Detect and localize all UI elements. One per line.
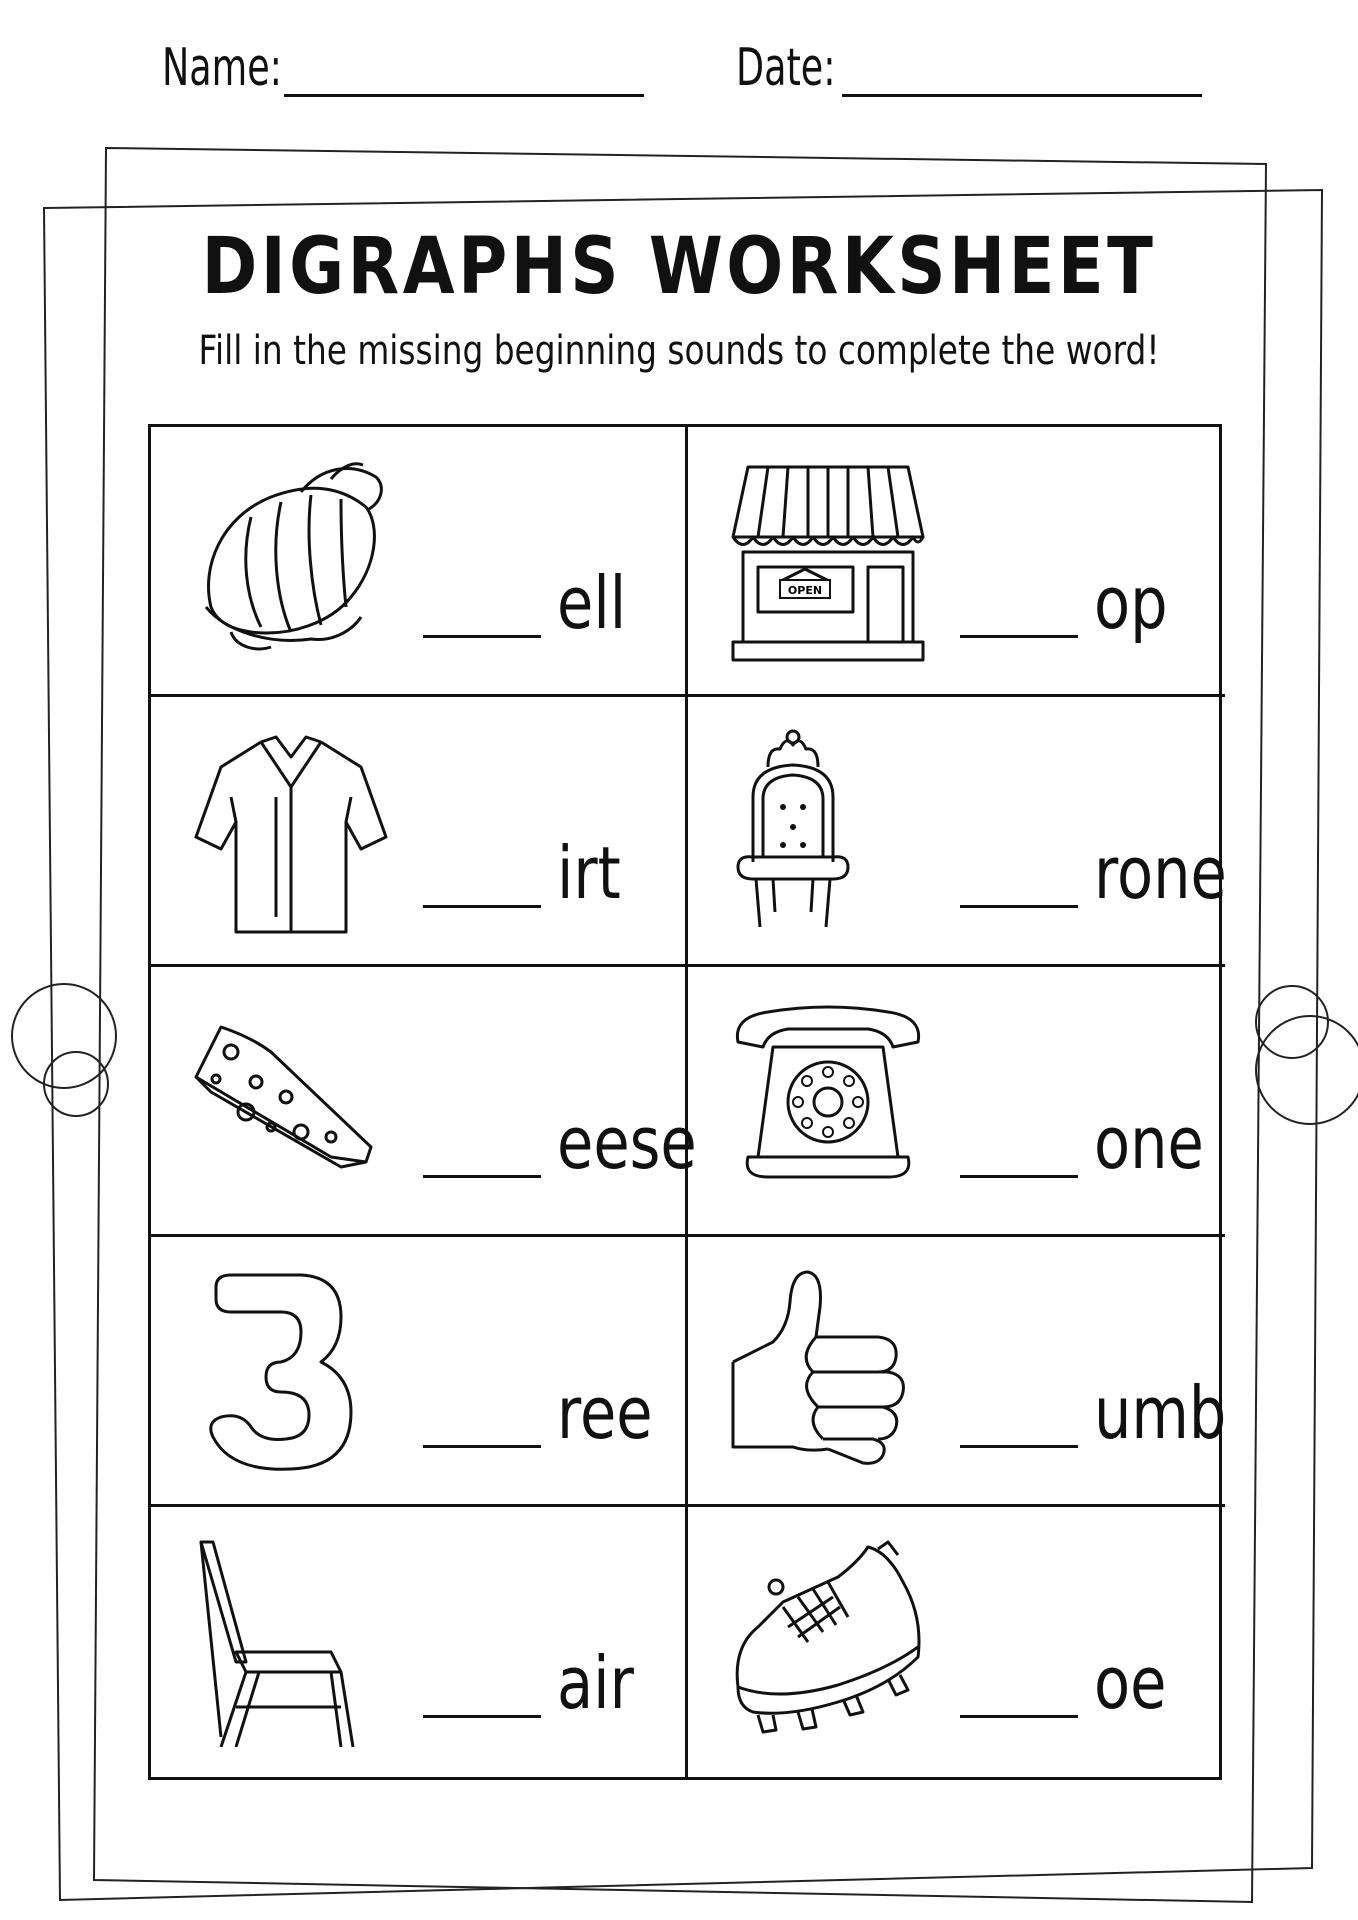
word-cell <box>151 427 688 697</box>
instructions: Fill in the missing beginning sounds to complete the word! <box>198 328 1160 374</box>
shop-icon <box>728 457 928 667</box>
answer-blank[interactable] <box>960 1445 1078 1448</box>
answer-blank[interactable] <box>423 635 541 638</box>
word-ending: ell <box>557 561 627 645</box>
shell-icon <box>191 457 391 667</box>
word-ending: oe <box>1094 1641 1167 1725</box>
answer-blank[interactable] <box>960 635 1078 638</box>
word-ending: eese <box>557 1101 697 1185</box>
name-line[interactable] <box>284 94 644 97</box>
thumb-icon <box>728 1267 928 1477</box>
word-cell <box>151 1507 688 1777</box>
answer-blank[interactable] <box>423 1715 541 1718</box>
word-cell <box>151 967 697 1237</box>
date-line[interactable] <box>842 94 1202 97</box>
cheese-icon <box>191 997 391 1207</box>
answer-blank[interactable] <box>423 905 541 908</box>
word-cell <box>688 427 1225 697</box>
word-cell <box>688 967 1225 1237</box>
word-cell <box>151 1237 688 1507</box>
word-cell <box>688 1237 1225 1507</box>
word-grid <box>148 424 1227 1780</box>
answer-blank[interactable] <box>960 905 1078 908</box>
word-ending: air <box>557 1641 634 1725</box>
shoe-icon <box>728 1537 928 1747</box>
date-label: Date: <box>736 38 836 98</box>
three-icon <box>191 1267 391 1477</box>
answer-blank[interactable] <box>960 1175 1078 1178</box>
throne-icon <box>728 727 928 937</box>
date-field[interactable] <box>736 38 864 98</box>
word-ending: op <box>1094 561 1168 645</box>
word-ending: rone <box>1094 831 1227 915</box>
word-ending: umb <box>1094 1371 1227 1455</box>
chair-icon <box>191 1537 391 1747</box>
answer-blank[interactable] <box>423 1445 541 1448</box>
phone-icon <box>728 997 928 1207</box>
name-field[interactable] <box>162 38 316 98</box>
name-label: Name: <box>162 38 282 98</box>
shirt-icon <box>191 727 391 937</box>
worksheet-title: DIGRAPHS WORKSHEET <box>201 222 1157 312</box>
word-cell <box>688 697 1225 967</box>
answer-blank[interactable] <box>423 1175 541 1178</box>
word-ending: one <box>1094 1101 1204 1185</box>
answer-blank[interactable] <box>960 1715 1078 1718</box>
word-ending: irt <box>557 831 621 915</box>
word-cell <box>688 1507 1225 1777</box>
word-cell <box>151 697 688 967</box>
word-ending: ree <box>557 1371 653 1455</box>
open-sign: OPEN <box>787 584 823 597</box>
